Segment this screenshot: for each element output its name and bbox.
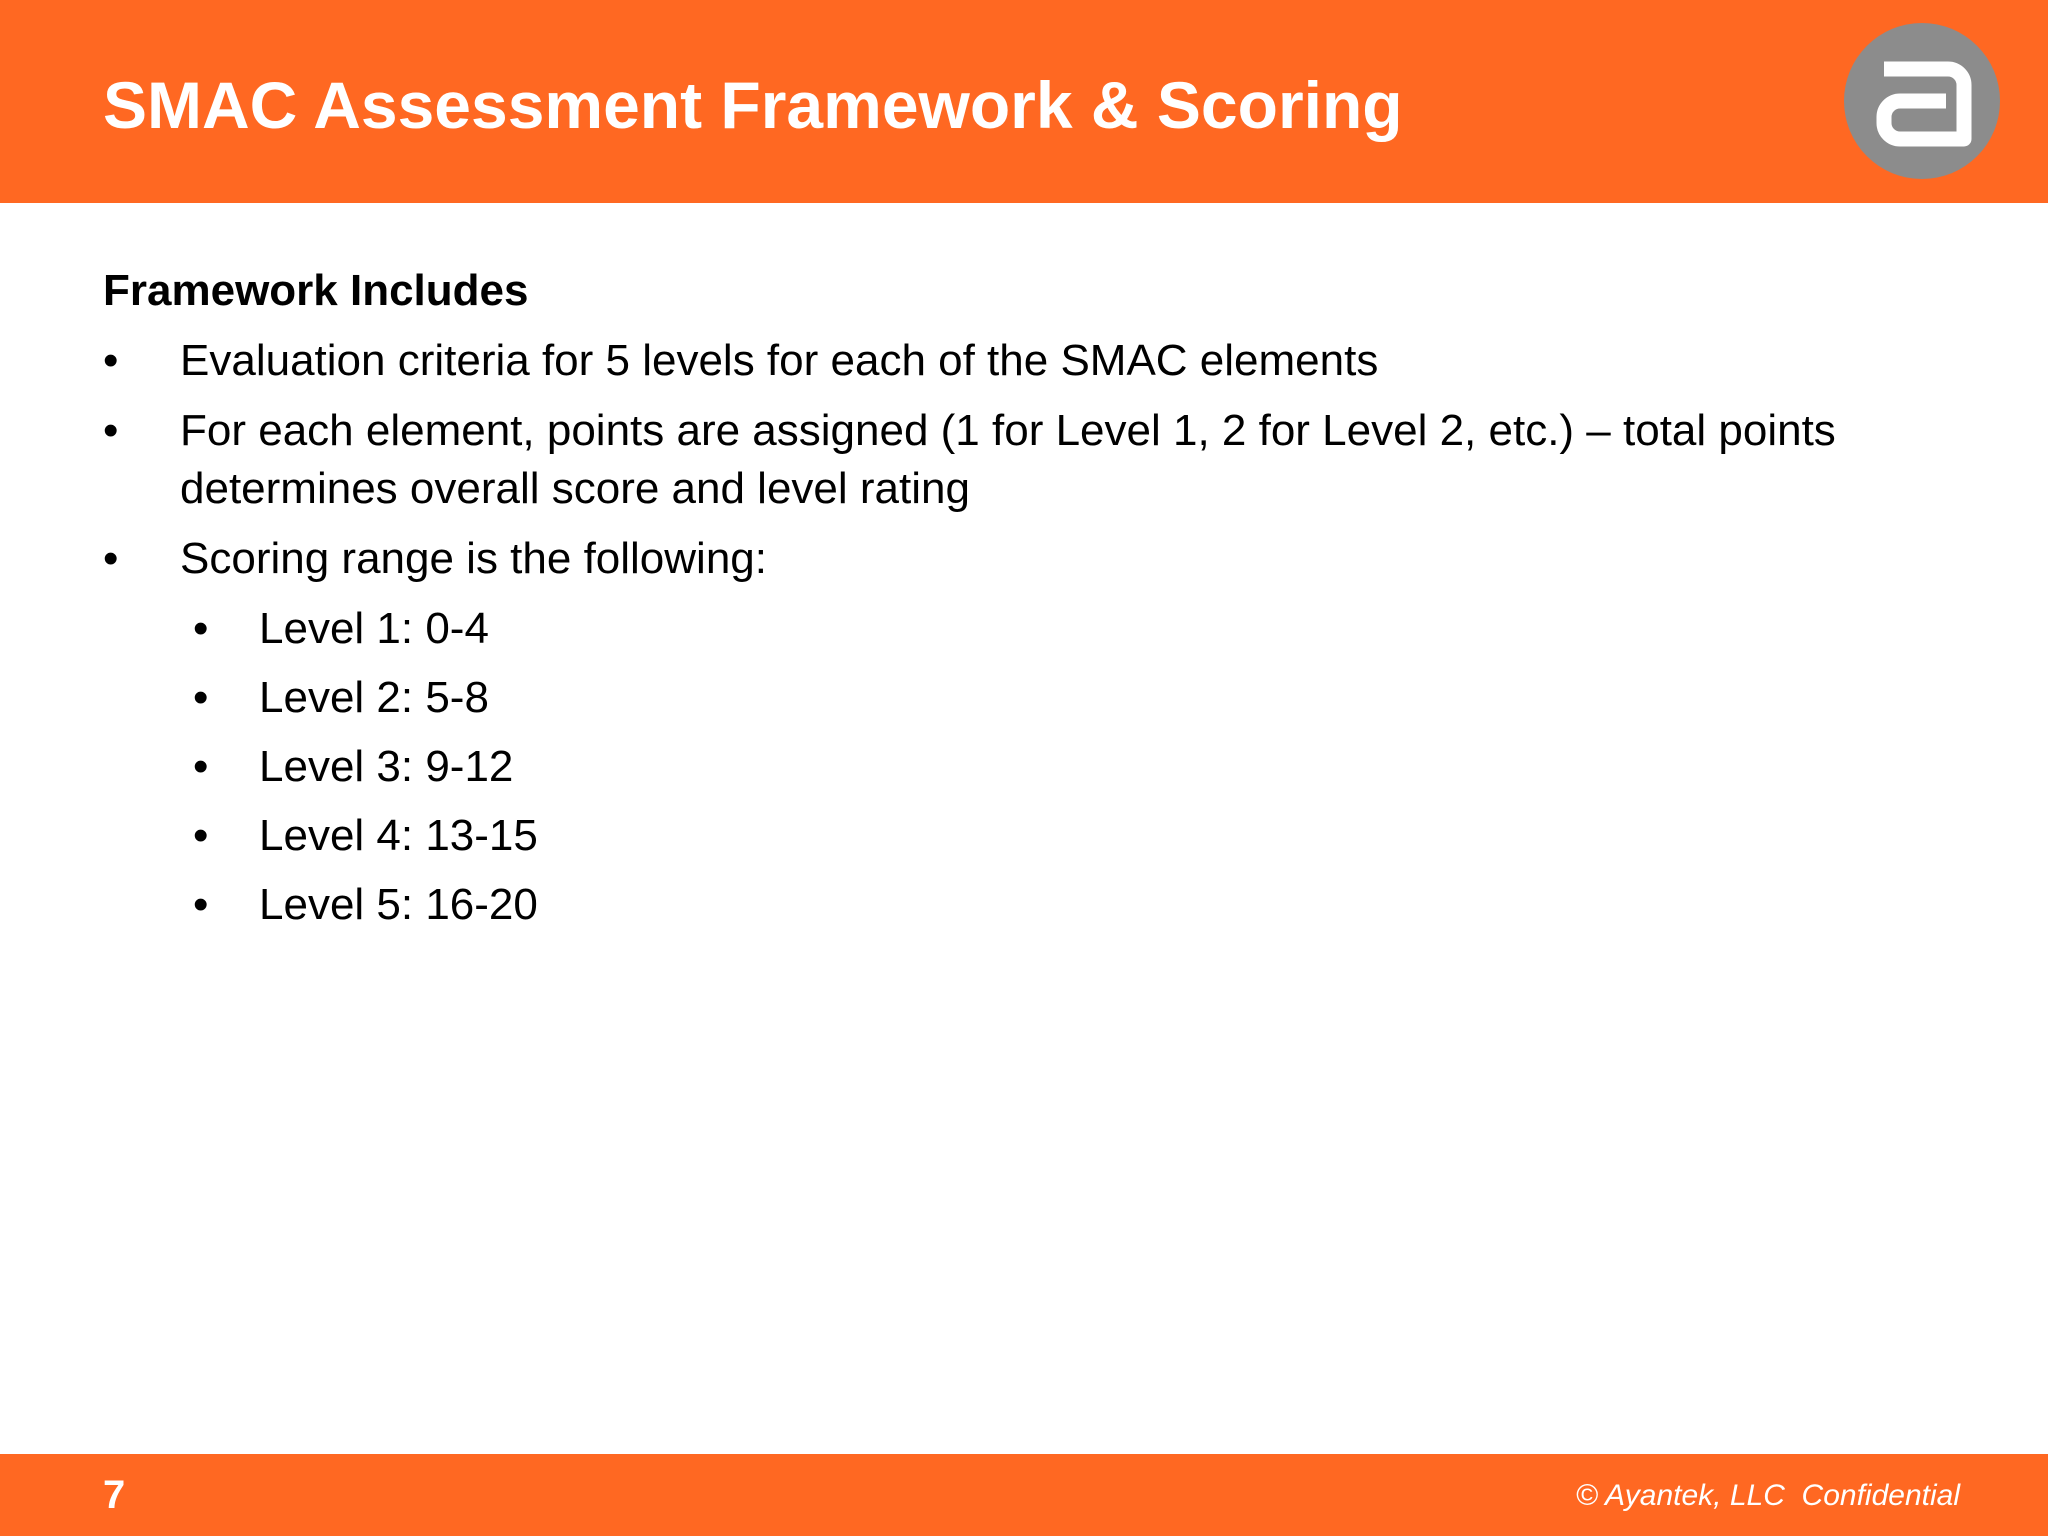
bullet-icon: • xyxy=(103,534,119,583)
list-item xyxy=(103,402,1943,518)
bullet-icon: • xyxy=(103,336,119,385)
bullet-list xyxy=(103,332,1943,588)
bullet-text: For each element, points are assigned (1 for Level 1, 2 for Level 2, etc.) – total points determines overall score and level rating xyxy=(180,406,1836,513)
slide-title: SMAC Assessment Framework & Scoring xyxy=(103,68,1403,142)
copyright-notice: © Ayantek, LLC Confidential xyxy=(1575,1479,1960,1512)
scoring-level-text: Level 4: 13-15 xyxy=(259,811,538,860)
title-bar xyxy=(0,0,2048,203)
list-item xyxy=(103,332,1943,390)
bullet-icon: • xyxy=(193,880,209,929)
footer-bar xyxy=(0,1454,2048,1536)
bullet-text: Scoring range is the following: xyxy=(180,534,767,583)
bullet-icon: • xyxy=(193,673,209,722)
bullet-icon: • xyxy=(193,811,209,860)
bullet-icon: • xyxy=(193,742,209,791)
section-heading: Framework Includes xyxy=(103,266,529,315)
scoring-level-text: Level 3: 9-12 xyxy=(259,742,514,791)
list-item xyxy=(193,807,1943,865)
list-item xyxy=(103,530,1943,588)
page-number: 7 xyxy=(103,1473,126,1517)
scoring-level-text: Level 1: 0-4 xyxy=(259,604,489,653)
list-item xyxy=(193,738,1943,796)
bullet-text: Evaluation criteria for 5 levels for each of the SMAC elements xyxy=(180,336,1379,385)
scoring-level-text: Level 5: 16-20 xyxy=(259,880,538,929)
list-item xyxy=(193,600,1943,658)
scoring-level-text: Level 2: 5-8 xyxy=(259,673,489,722)
bullet-icon: • xyxy=(103,406,119,455)
scoring-range-list xyxy=(103,600,1943,934)
ayantek-logo-icon xyxy=(1844,23,2000,179)
list-item xyxy=(193,669,1943,727)
bullet-icon: • xyxy=(193,604,209,653)
list-item xyxy=(193,876,1943,934)
slide-body xyxy=(103,262,1943,945)
